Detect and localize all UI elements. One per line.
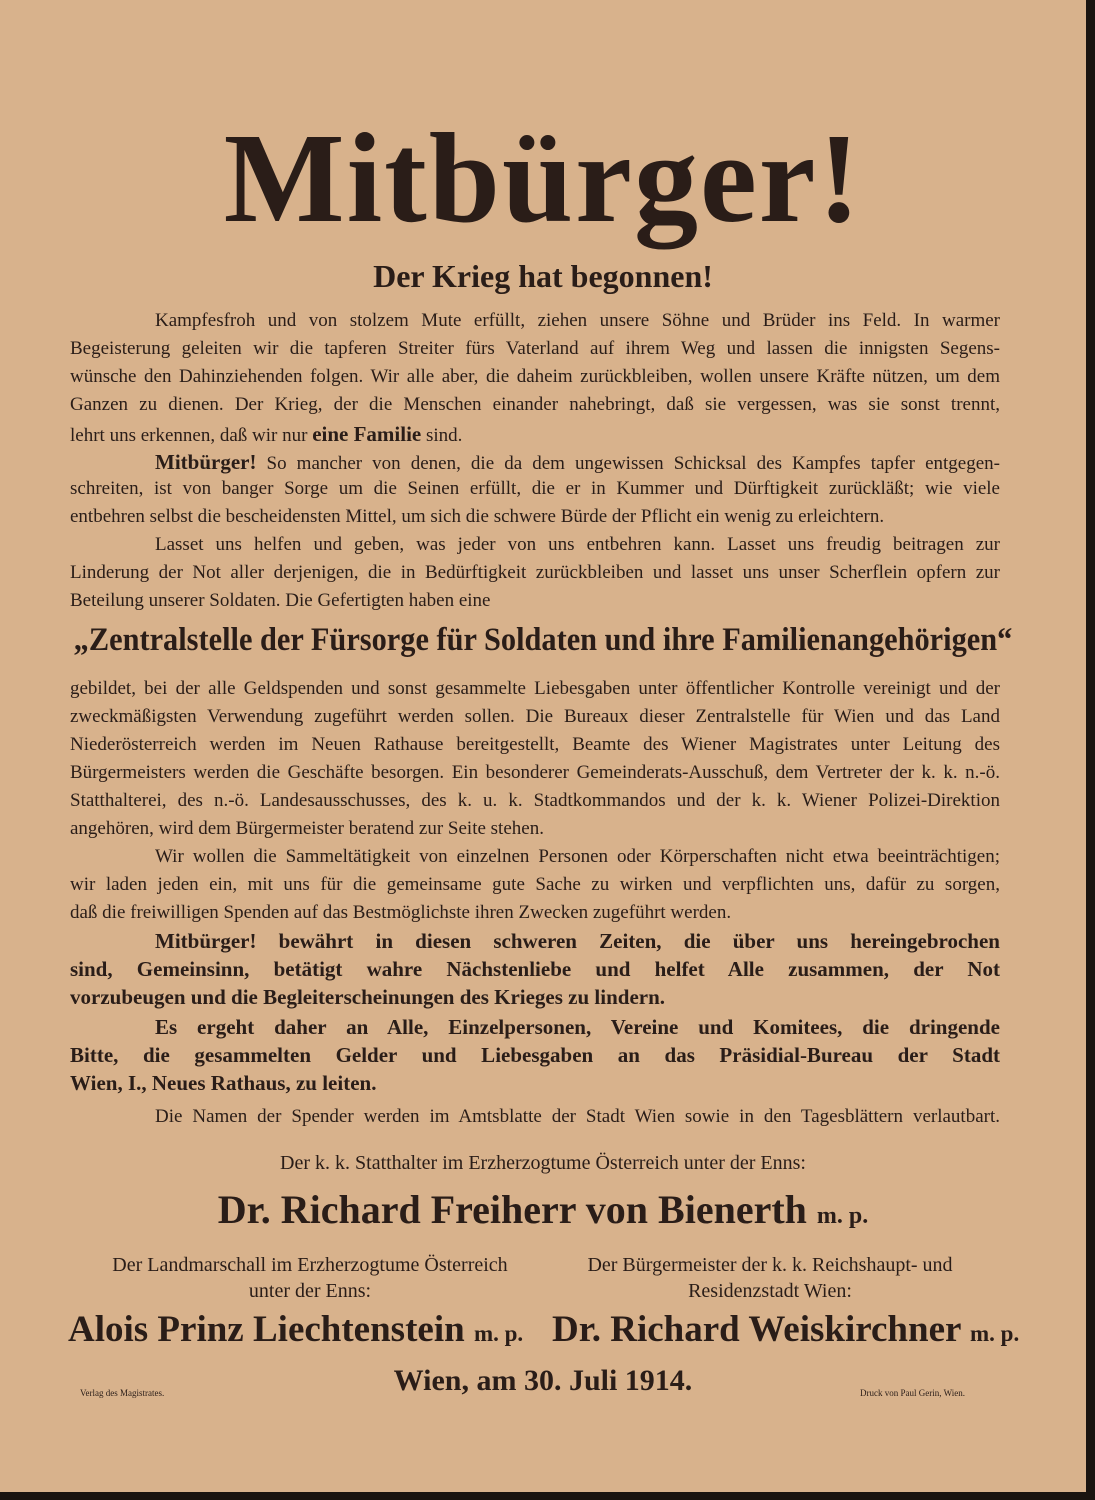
text-line: zweckmäßigsten Verwendung zugeführt werden sollen. Die Bureaux dieser Zentralstelle für Wien und das Land bbox=[70, 706, 1000, 727]
publisher-imprint: Verlag des Magistrates. bbox=[80, 1388, 165, 1398]
text-line: daß die freiwilligen Spenden auf das Bestmöglichste ihren Zwecken zugeführt werden. bbox=[70, 902, 732, 923]
text-line: sind, Gemeinsinn, betätigt wahre Nächstenliebe und helfet Alle zusammen, der Not bbox=[70, 957, 1000, 981]
emphasized-text: eine Familie bbox=[312, 422, 422, 446]
text-line: Wien, I., Neues Rathaus, zu leiten. bbox=[70, 1071, 377, 1095]
statthalter-signature bbox=[0, 1186, 1086, 1233]
text-line bbox=[155, 450, 1000, 474]
buergermeister-mp: m. p. bbox=[970, 1321, 1020, 1346]
text-line: Beteilung unserer Soldaten. Die Gefertigten haben eine bbox=[70, 590, 491, 611]
text-line bbox=[70, 422, 1000, 446]
statthalter-mp: m. p. bbox=[816, 1203, 869, 1229]
poster-subtitle: Der Krieg hat begonnen! bbox=[373, 258, 713, 294]
text-line: schreiten, ist von banger Sorge um die Seinen erfüllt, die er in Kummer und Dürftigkeit zurückläßt; wie viele bbox=[70, 478, 1000, 499]
printer-imprint: Druck von Paul Gerin, Wien. bbox=[860, 1388, 965, 1398]
text-line: wünsche den Dahinziehenden folgen. Wir alle aber, die daheim zurückbleiben, wollen unsere Kräfte nützen, um dem bbox=[70, 366, 1000, 387]
text-line: Ganzen zu dienen. Der Krieg, der die Menschen einander nahebringt, daß sie vergessen, was sie sonst trennt, bbox=[70, 394, 1000, 415]
text-line: Bürgermeisters werden die Geschäfte besorgen. Ein besonderer Gemeinderats-Ausschuß, dem Vertreter der k. k. n.-ö. bbox=[70, 762, 1000, 783]
text-line: Statthalterei, des n.-ö. Landesausschusses, des k. u. k. Stadtkommandos und der k. k. Wiener Polizei-Direktion bbox=[70, 790, 1000, 811]
text-line: Die Namen der Spender werden im Amtsblatte der Stadt Wien sowie in den Tagesblättern verlautbart. bbox=[155, 1106, 1000, 1127]
statthalter-name: Dr. Richard Freiherr von Bienerth bbox=[217, 1187, 807, 1232]
text-line: Begeisterung geleiten wir die tapferen Streiter fürs Vaterland auf ihrem Weg und lassen die innigsten Segens- bbox=[70, 338, 1000, 359]
text-line: Bitte, die gesammelten Gelder und Liebesgaben an das Präsidial-Bureau der Stadt bbox=[70, 1043, 1000, 1067]
central-heading: „Zentralstelle der Fürsorge für Soldaten und ihre Familienangehörigen“ bbox=[73, 622, 1013, 658]
date-line: Wien, am 30. Juli 1914. bbox=[393, 1364, 693, 1397]
buergermeister-label-line: Residenzstadt Wien: bbox=[688, 1280, 852, 1302]
landmarschall-label bbox=[80, 1252, 540, 1304]
buergermeister-name: Dr. Richard Weiskirchner bbox=[552, 1309, 961, 1350]
text-line: Kampfesfroh und von stolzem Mute erfüllt, ziehen unsere Söhne und Brüder ins Feld. In warmer bbox=[155, 310, 1000, 331]
text-line: gebildet, bei der alle Geldspenden und sonst gesammelte Liebesgaben unter öffentlicher Kontrolle vereinigt und der bbox=[70, 678, 1000, 699]
buergermeister-label-line: Der Bürgermeister der k. k. Reichshaupt- und bbox=[587, 1254, 953, 1276]
text-line: Lasset uns helfen und geben, was jeder von uns entbehren kann. Lasset uns freudig beitragen zur bbox=[155, 534, 1000, 555]
text-line: wir laden jeden ein, mit uns für die gemeinsame gute Sache zu wirken und verpflichten uns, dafür zu sorgen, bbox=[70, 874, 1000, 895]
text-line: angehören, wird dem Bürgermeister beratend zur Seite stehen. bbox=[70, 818, 544, 839]
text-line: Wir wollen die Sammeltätigkeit von einzelnen Personen oder Körperschaften nicht etwa beeinträchtigen; bbox=[155, 846, 1000, 867]
text-line: Es ergeht daher an Alle, Einzelpersonen, Vereine und Komitees, die dringende bbox=[155, 1015, 1000, 1039]
landmarschall-name: Alois Prinz Liechtenstein bbox=[68, 1309, 465, 1350]
text-line: Linderung der Not aller derjenigen, die in Bedürftigkeit zurückbleiben und lasset uns unser Scherflein opfern zur bbox=[70, 562, 1000, 583]
text-line: Mitbürger! bewährt in diesen schweren Zeiten, die über uns hereingebrochen bbox=[155, 929, 1000, 953]
text-span: lehrt uns erkennen, daß wir nur bbox=[70, 425, 313, 446]
landmarschall-mp: m. p. bbox=[473, 1321, 524, 1346]
landmarschall-label-line: unter der Enns: bbox=[248, 1280, 372, 1302]
landmarschall-label-line: Der Landmarschall im Erzherzogtume Österreich bbox=[112, 1254, 508, 1276]
text-line: vorzubeugen und die Begleiterscheinungen des Krieges zu lindern. bbox=[70, 985, 666, 1009]
emphasized-text: Mitbürger! bbox=[155, 450, 257, 474]
statthalter-label: Der k. k. Statthalter im Erzherzogtume Österreich unter der Enns: bbox=[280, 1152, 806, 1174]
text-span: sind. bbox=[421, 425, 463, 446]
buergermeister-signature bbox=[552, 1308, 1019, 1351]
text-line: Niederösterreich werden im Neuen Rathause bereitgestellt, Beamte des Wiener Magistrates unter Leitung des bbox=[70, 734, 1000, 755]
buergermeister-label bbox=[560, 1252, 980, 1304]
landmarschall-signature bbox=[68, 1308, 523, 1351]
text-span: So mancher von denen, die da dem ungewissen Schicksal des Kampfes tapfer entgegen- bbox=[256, 453, 1000, 474]
poster-title: Mitbürger! bbox=[223, 107, 863, 249]
text-line: entbehren selbst die bescheidensten Mittel, um sich die schwere Bürde der Pflicht ein wenig zu erleichtern. bbox=[70, 506, 885, 527]
